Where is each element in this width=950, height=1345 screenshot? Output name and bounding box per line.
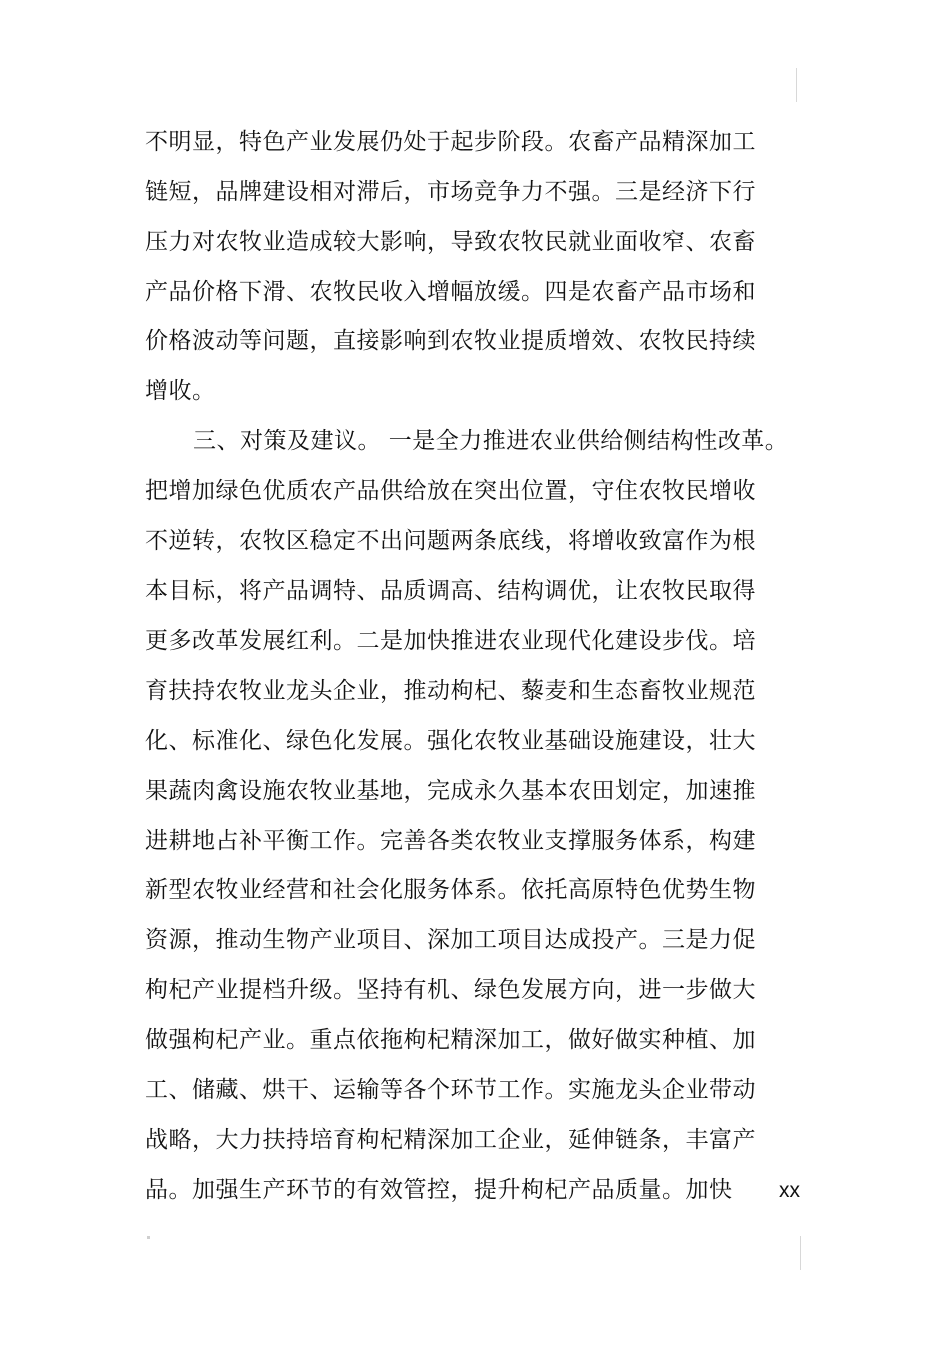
body-line: 压力对农牧业造成较大影响，导致农牧民就业面收窄、农畜: [145, 229, 756, 255]
margin-mark-bottom: [800, 1236, 801, 1270]
body-line: 资源，推动生物产业项目、深加工项目达成投产。三是力促: [145, 927, 756, 953]
body-line: 把增加绿色优质农产品供给放在突出位置，守住农牧民增收: [145, 478, 756, 504]
body-line: 更多改革发展红利。二是加快推进农业现代化建设步伐。培: [145, 628, 756, 654]
body-line: 做强枸杞产业。重点依拖枸杞精深加工，做好做实种植、加: [145, 1027, 756, 1053]
body-line: 进耕地占补平衡工作。完善各类农牧业支撑服务体系，构建: [145, 828, 756, 854]
body-line: 链短，品牌建设相对滞后，市场竞争力不强。三是经济下行: [145, 179, 756, 205]
body-line: 新型农牧业经营和社会化服务体系。依托高原特色优势生物: [145, 877, 756, 903]
body-line: 果蔬肉禽设施农牧业基地，完成永久基本农田划定，加速推: [145, 778, 756, 804]
margin-mark-top: [796, 68, 797, 102]
body-line: 枸杞产业提档升级。坚持有机、绿色发展方向，进一步做大: [145, 977, 756, 1003]
body-line: 战略，大力扶持培育枸杞精深加工企业，延伸链条，丰富产: [145, 1127, 756, 1153]
body-line: 产品价格下滑、农牧民收入增幅放缓。四是农畜产品市场和: [145, 279, 756, 305]
body-line: 育扶持农牧业龙头企业，推动枸杞、藜麦和生态畜牧业规范: [145, 678, 756, 704]
body-line: 工、储藏、烘干、运输等各个环节工作。实施龙头企业带动: [145, 1077, 756, 1103]
body-line: 不明显，特色产业发展仍处于起步阶段。农畜产品精深加工: [145, 129, 756, 155]
body-line: 品。加强生产环节的有效管控，提升枸杞产品质量。加快: [145, 1177, 733, 1203]
body-line: 增收。: [145, 378, 216, 404]
body-line: 不逆转，农牧区稳定不出问题两条底线，将增收致富作为根: [145, 528, 756, 554]
margin-dot: [147, 1236, 150, 1239]
section-heading-line: 三、对策及建议。 一是全力推进农业供给侧结构性改革。: [193, 428, 789, 454]
body-line: 化、标准化、绿色化发展。强化农牧业基础设施建设，壮大: [145, 728, 756, 754]
page-footer-tag: xx: [779, 1179, 800, 1202]
body-line: 价格波动等问题，直接影响到农牧业提质增效、农牧民持续: [145, 328, 756, 354]
body-line: 本目标，将产品调特、品质调高、结构调优，让农牧民取得: [145, 578, 756, 604]
